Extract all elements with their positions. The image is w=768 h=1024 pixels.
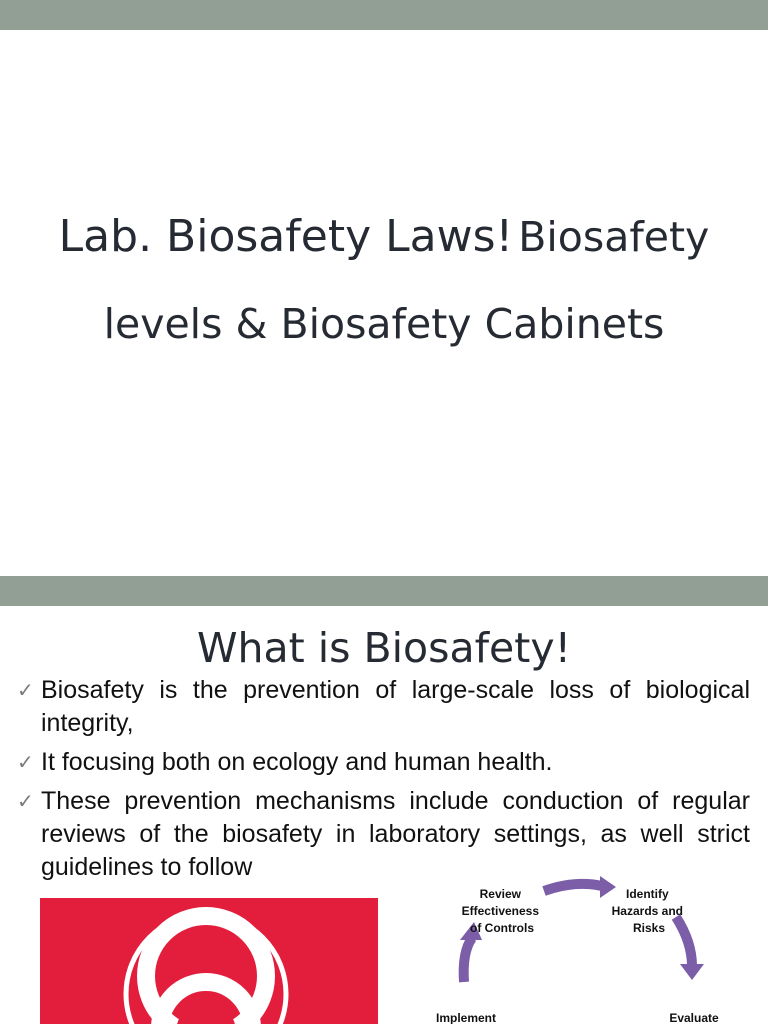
cycle-diagram-svg (420, 872, 740, 1024)
bullet-item (0, 746, 768, 779)
cycle-step-review-line1: Review (479, 887, 522, 901)
bullet-item (0, 785, 768, 884)
content-slide (0, 576, 768, 1024)
cycle-step-review-line2: Effectiveness (461, 904, 540, 918)
bullet-text: It focusing both on ecology and human health. (41, 748, 553, 776)
slide-title (20, 198, 748, 372)
bullet-list (0, 674, 768, 890)
checkmark-icon: ✓ (17, 789, 34, 813)
bullet-text: These prevention mechanisms include conduction of regular reviews of the biosafety in laboratory settings, as well strict guidelines to follow (41, 787, 750, 881)
bullet-text: Biosafety is the prevention of large-scale loss of biological integrity, (41, 676, 750, 737)
cycle-step-implement: Implement (435, 1011, 497, 1024)
biohazard-image (40, 898, 378, 1024)
slide-top-bar (0, 0, 768, 30)
svg-text:Identify Hazards and (612, 887, 687, 935)
cycle-step-identify-line2: Hazards and (611, 904, 684, 918)
bullet-item (0, 674, 768, 740)
svg-text:Review Effectiveness (462, 887, 543, 935)
biosafety-cycle-diagram (420, 872, 740, 1024)
cycle-step-evaluate: Evaluate (669, 1011, 719, 1024)
checkmark-icon: ✓ (17, 750, 34, 774)
slide-heading: What is Biosafety! (196, 624, 572, 672)
title-subtitle: Biosafety levels & Biosafety Cabinets (103, 213, 710, 348)
title-main: Lab. Biosafety Laws! (58, 211, 514, 262)
checkmark-icon: ✓ (17, 678, 34, 702)
cycle-step-review-line3: of Controls (470, 921, 534, 935)
cycle-step-identify-line3: Risks (632, 921, 666, 935)
slide-top-bar (0, 576, 768, 606)
biohazard-icon (40, 898, 378, 1024)
cycle-step-identify-line1: Identify (625, 887, 669, 901)
